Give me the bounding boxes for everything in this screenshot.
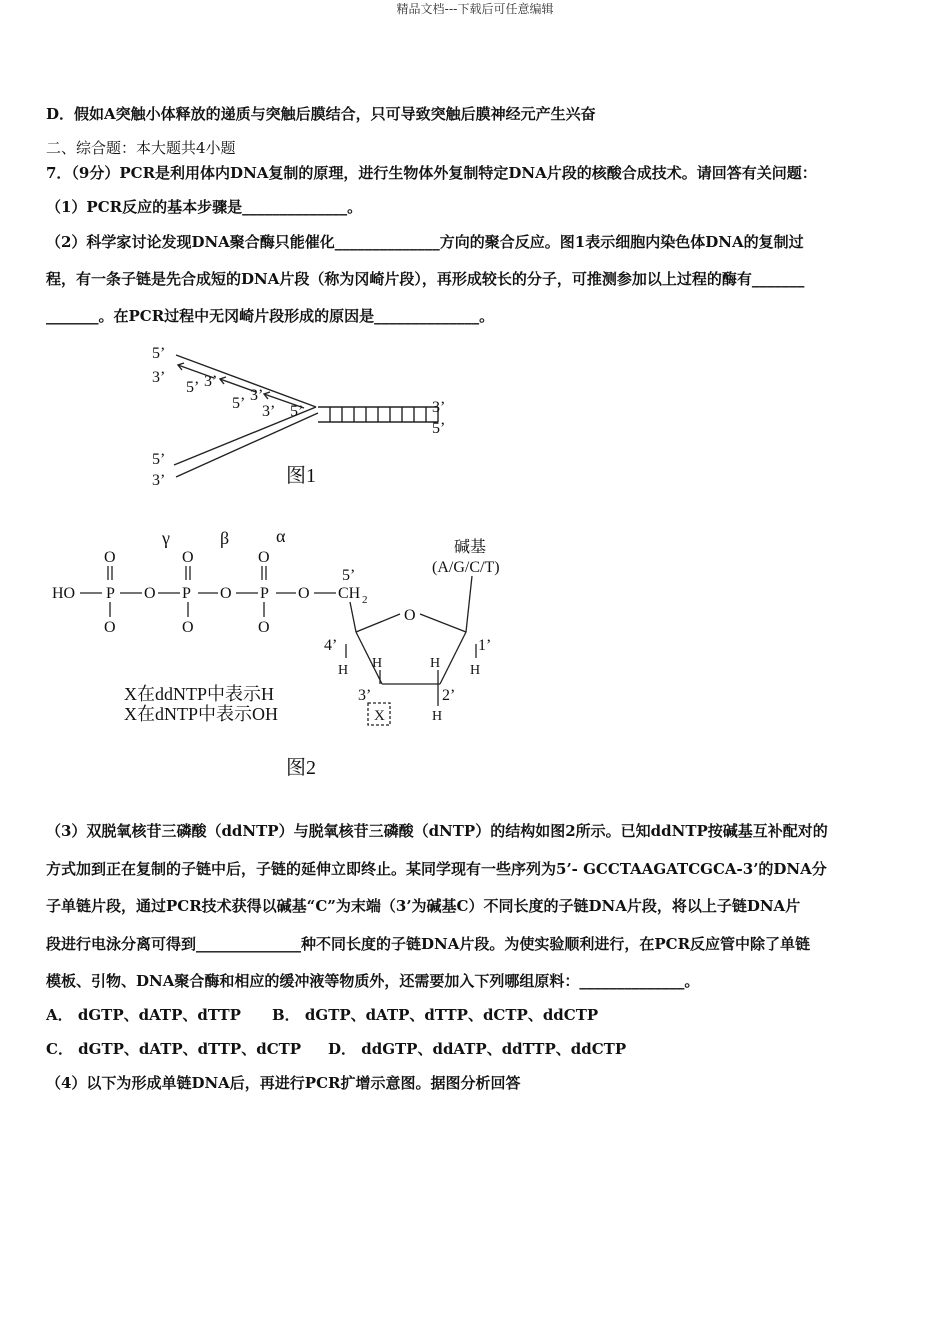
fig2-h-c4: H [338,663,349,678]
fig2-ring-o: O [404,607,416,624]
fig2-note-ddntp: X在ddNTP中表示H [124,684,275,704]
fig1-caption: 图1 [286,465,316,487]
fig1-label-frag2-5: 5’ [232,395,246,412]
fig2-o-bot-2: O [182,619,194,636]
option-d: D． ddGTP、ddATP、ddTTP、ddCTP [328,1040,627,1058]
fig2-o-link-3: O [298,585,310,602]
fig1-label-frag2-3: 3’ [250,387,264,404]
question-7-part-3-line-1: （3）双脱氧核苷三磷酸（ddNTP）与脱氧核苷三磷酸（dNTP）的结构如图2所示。已知ddNTP按碱基互补配对的 [46,822,828,840]
question-7-part-4: （4）以下为形成单链DNA后，再进行PCR扩增示意图。据图分析回答 [46,1074,521,1092]
question-7-part-3-line-3: 子单链片段，通过PCR技术获得以碱基“C”为末端（3’为碱基C）不同长度的子链DNA片段，将以上子链DNA片 [46,897,801,915]
option-a: A． dGTP、dATP、dTTP [46,1006,241,1024]
fig2-ch2-sub: 2 [362,594,368,606]
fig2-base-label: 碱基 [454,539,487,556]
option-c: C． dGTP、dATP、dTTP、dCTP [46,1040,302,1058]
fig2-p2: P [182,585,191,602]
fig1-label-fork-5: 5’ [290,403,304,420]
fig2-beta: β [220,528,230,548]
fig2-c3: 3’ [358,687,372,704]
fig1-label-frag1-3: 3’ [204,373,218,390]
fig1-label-right-5: 5’ [432,420,446,437]
question-7-part-1: （1）PCR反应的基本步骤是______________。 [46,198,363,216]
fig2-o-bot-3: O [258,619,270,636]
question-7-part-3-line-5: 模板、引物、DNA聚合酶和相应的缓冲液等物质外，还需要加入下列哪组原料：______________。 [46,972,700,990]
option-b: B． dGTP、dATP、dTTP、dCTP、ddCTP [272,1006,599,1024]
fig2-ch2: CH [338,585,361,602]
fig2-c5: 5’ [342,567,356,584]
question-7-stem: 7．（9分）PCR是利用体内DNA复制的原理，进行生物体外复制特定DNA片段的核酸合成技术。请回答有关问题： [46,164,817,182]
fig2-c4: 4’ [324,637,338,654]
fig2-base-types: (A/G/C/T) [432,559,500,576]
fig1-label-top-3: 3’ [152,369,166,386]
fig2-caption: 图2 [286,757,316,779]
question-7-part-2-line-3: _______。在PCR过程中无冈崎片段形成的原因是______________。 [46,307,495,325]
fig2-ho: HO [52,585,76,602]
section-title: 二、综合题：本大题共4小题 [46,139,236,157]
fig2-alpha: α [276,526,286,546]
figure-1 [140,340,470,490]
fig1-label-fork-3: 3’ [262,403,276,420]
fig2-p1: P [106,585,115,602]
fig1-label-bot-3: 3’ [152,472,166,489]
fig2-c2: 2’ [442,687,456,704]
fig1-label-top-5: 5’ [152,345,166,362]
figure-2 [48,520,518,785]
fig2-c1: 1’ [478,637,492,654]
fig2-o-link-1: O [144,585,156,602]
fig2-h-c2-bottom: H [432,709,443,724]
fig2-o-top-2: O [182,549,194,566]
fig2-p3: P [260,585,269,602]
question-7-part-2-line-2: 程，有一条子链是先合成短的DNA片段（称为冈崎片段），再形成较长的分子，可推测参加以上过程的酶有_______ [46,270,805,288]
fig1-label-right-3: 3’ [432,399,446,416]
fig1-label-bot-5: 5’ [152,451,166,468]
fig2-o-top-3: O [258,549,270,566]
fig2-o-top-1: O [104,549,116,566]
fig2-x: X [374,708,385,724]
fig2-h-c1: H [470,663,481,678]
page-header: 精品文档---下载后可任意编辑 [396,2,554,16]
question-option-d: D．假如A突触小体释放的递质与突触后膜结合，只可导致突触后膜神经元产生兴奋 [46,105,596,123]
fig2-o-bot-1: O [104,619,116,636]
question-7-part-3-line-4: 段进行电泳分离可得到______________种不同长度的子链DNA片段。为使实验顺利进行，在PCR反应管中除了单链 [46,935,811,953]
fig2-note-dntp: X在dNTP中表示OH [124,704,279,724]
fig2-gamma: γ [162,528,170,548]
question-7-part-3-line-2: 方式加到正在复制的子链中后，子链的延伸立即终止。某同学现有一些序列为5’- GCCTAAGATCGCA-3’的DNA分 [46,860,827,878]
fig2-h-c2-top: H [430,656,441,671]
fig1-label-frag1-5: 5’ [186,379,200,396]
fig2-o-link-2: O [220,585,232,602]
question-7-part-2-line-1: （2）科学家讨论发现DNA聚合酶只能催化______________方向的聚合反应。图1表示细胞内染色体DNA的复制过 [46,233,804,251]
fig2-h-c3-top: H [372,656,383,671]
